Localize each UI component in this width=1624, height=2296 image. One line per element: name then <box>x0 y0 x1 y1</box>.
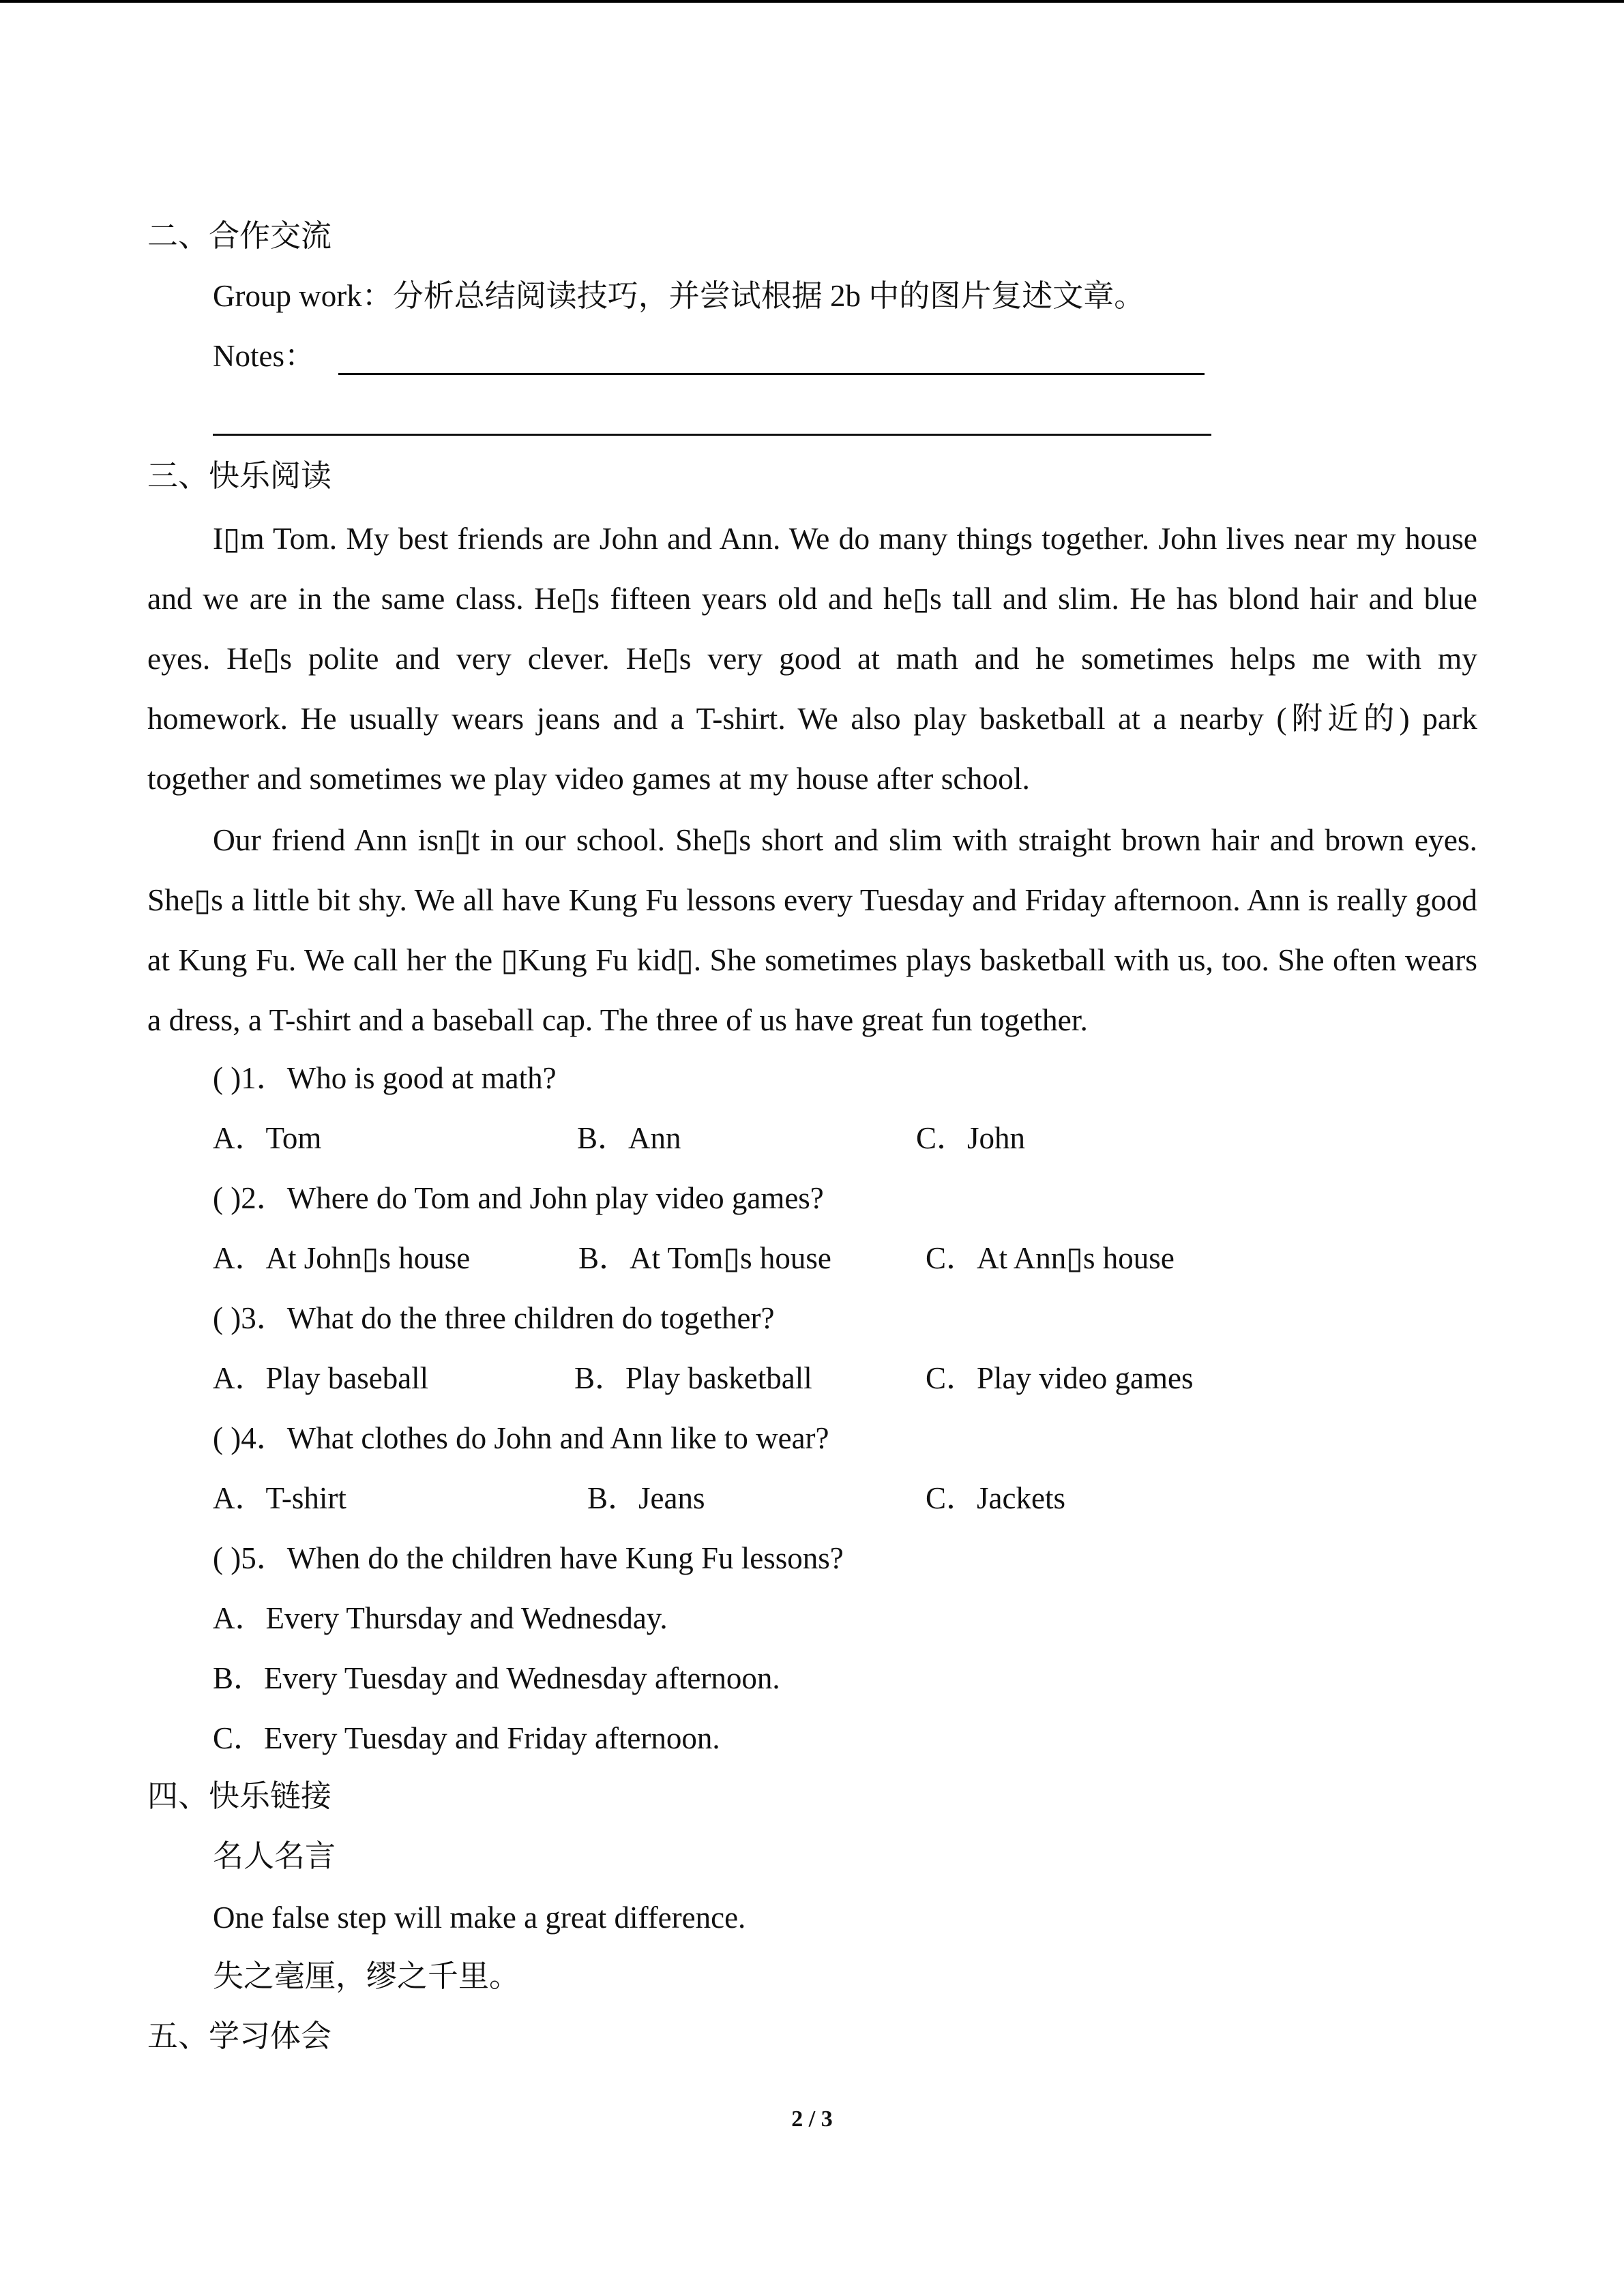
famous-quote-title: 名人名言 <box>213 1839 336 1873</box>
group-work-task: Group work：分析总结阅读技巧，并尝试根据 2b 中的图片复述文章。 <box>213 279 1145 313</box>
q2-option-a: A．At John▯s house <box>213 1241 471 1275</box>
question-4: ( )4．What clothes do John and Ann like to wear? <box>213 1421 829 1455</box>
page-top-border <box>0 0 1624 3</box>
q1-option-a: A．Tom <box>213 1121 322 1155</box>
reading-paragraph-1: I▯m Tom. My best friends are John and Ann. We do many things together. John lives near my house and we are in the same class. He▯s fifteen years old and he▯s tall and slim. He has blond hair and blue eyes. He▯s polite and very clever. He▯s very good at math and he sometimes helps me with my homework. He usually wears jeans and a T-shirt. We also play basketball at a nearby (附近的) park together and sometimes we play video games at my house after school. <box>147 521 1477 796</box>
notes-label: Notes： <box>213 339 315 373</box>
reading-paragraph-2: Our friend Ann isn▯t in our school. She▯s short and slim with straight brown hair and brown eyes. She▯s a little bit shy. We all have Kung Fu lessons every Tuesday and Friday afternoon. Ann is really good at Kung Fu. We call her the ▯Kung Fu kid▯. She sometimes plays basketball with us, too. She often wears a dress, a T-shirt and a baseball cap. The three of us have great fun together. <box>147 822 1477 1037</box>
notes-line-1[interactable] <box>338 373 1205 375</box>
question-1: ( )1．Who is good at math? <box>213 1061 557 1095</box>
quote-chinese: 失之毫厘，缪之千里。 <box>213 1959 520 1993</box>
q4-option-b: B．Jeans <box>587 1481 705 1515</box>
q5-option-b: B．Every Tuesday and Wednesday afternoon. <box>213 1661 780 1695</box>
question-3: ( )3．What do the three children do together? <box>213 1301 775 1335</box>
section-2-heading: 二、合作交流 <box>147 219 332 253</box>
q1-option-b: B．Ann <box>577 1121 681 1155</box>
question-2: ( )2．Where do Tom and John play video games? <box>213 1181 824 1215</box>
section-5-heading: 五、学习体会 <box>147 2019 332 2053</box>
q3-option-b: B．Play basketball <box>574 1361 812 1395</box>
notes-line-2[interactable] <box>213 434 1211 436</box>
q2-option-b: B．At Tom▯s house <box>578 1241 831 1275</box>
section-3-heading: 三、快乐阅读 <box>147 459 332 493</box>
quote-english: One false step will make a great difference. <box>213 1900 746 1935</box>
q4-option-a: A．T-shirt <box>213 1481 346 1515</box>
page-number: 2 / 3 <box>791 2106 833 2132</box>
q5-option-c: C．Every Tuesday and Friday afternoon. <box>213 1721 720 1755</box>
q1-option-c: C．John <box>916 1121 1026 1155</box>
question-5: ( )5．When do the children have Kung Fu lessons? <box>213 1541 844 1575</box>
section-4-heading: 四、快乐链接 <box>147 1779 332 1813</box>
q3-option-c: C．Play video games <box>926 1361 1194 1395</box>
q2-option-c: C．At Ann▯s house <box>926 1241 1175 1275</box>
q3-option-a: A．Play baseball <box>213 1361 429 1395</box>
q4-option-c: C．Jackets <box>926 1481 1065 1515</box>
q5-option-a: A．Every Thursday and Wednesday. <box>213 1601 668 1635</box>
